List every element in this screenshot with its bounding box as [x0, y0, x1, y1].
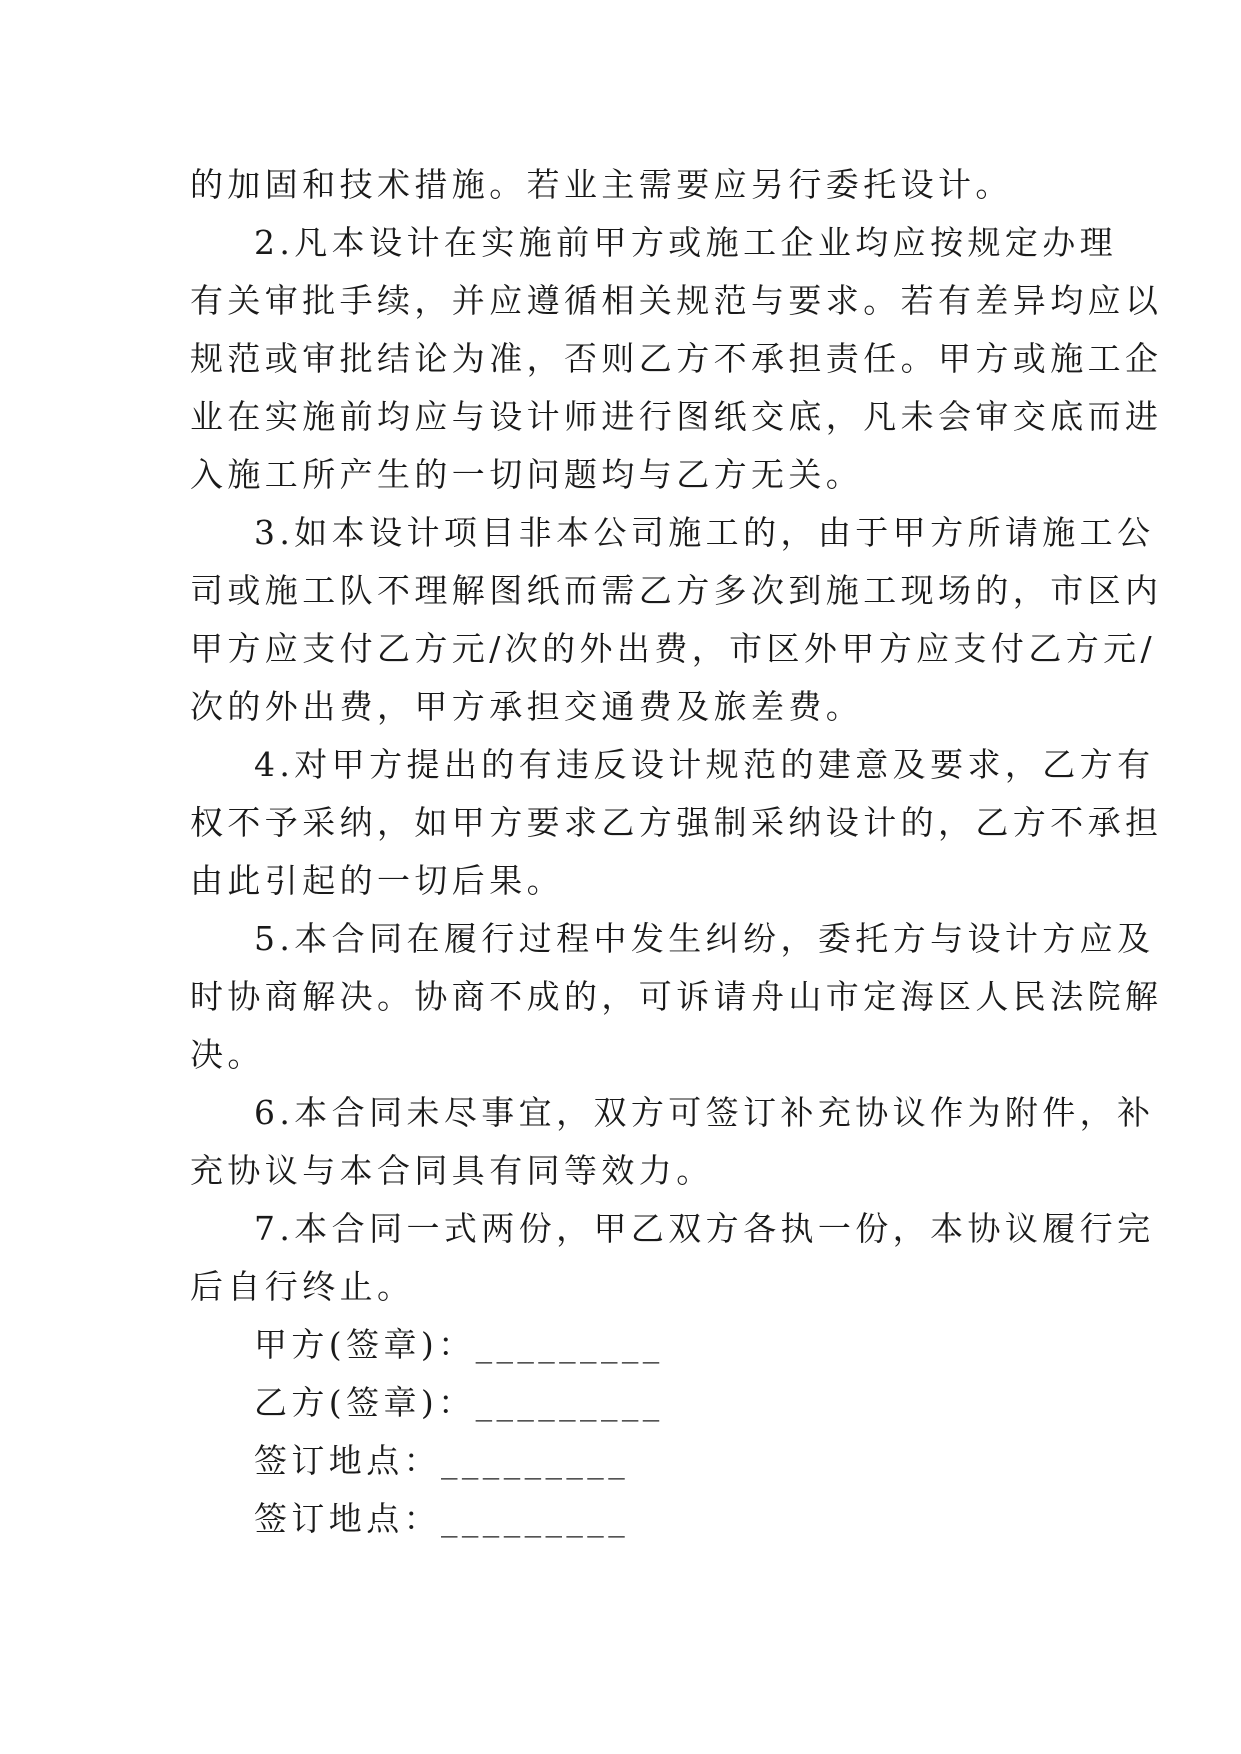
signing-location [190, 1490, 1050, 1548]
signature-party-a [190, 1316, 1050, 1374]
clause-7-line: 7.本合同一式两份，甲乙双方各执一份，本协议履行完 [254, 1209, 1155, 1248]
text-line: 由此引起的一切后果。 [190, 861, 564, 900]
clause-3-line: 3.如本设计项目非本公司施工的，由于甲方所请施工公 [254, 513, 1155, 552]
text-line: 有关审批手续，并应遵循相关规范与要求。若有差异均应以 [190, 281, 1163, 320]
text-line: 充协议与本合同具有同等效力。 [190, 1151, 714, 1190]
signature-blank: _________ [475, 1383, 664, 1422]
text-line: 业在实施前均应与设计师进行图纸交底，凡未会审交底而进 [190, 397, 1163, 436]
signature-blank: _________ [475, 1325, 664, 1364]
clause-2-line: 2.凡本设计在实施前甲方或施工企业均应按规定办理 [254, 223, 1118, 262]
signature-label: 签订地点： [254, 1499, 441, 1538]
text-line: 的加固和技术措施。若业主需要应另行委托设计。 [190, 165, 1013, 204]
clause-6-line: 6.本合同未尽事宜，双方可签订补充协议作为附件，补 [254, 1093, 1155, 1132]
document-body [190, 156, 1163, 1548]
clause-5-line: 5.本合同在履行过程中发生纠纷，委托方与设计方应及 [254, 919, 1155, 958]
signature-label: 签订地点： [254, 1441, 441, 1480]
text-line: 权不予采纳，如甲方要求乙方强制采纳设计的，乙方不承担 [190, 803, 1163, 842]
text-line: 次的外出费，甲方承担交通费及旅差费。 [190, 687, 864, 726]
clause-4-line: 4.对甲方提出的有违反设计规范的建意及要求，乙方有 [254, 745, 1155, 784]
signature-party-b [190, 1374, 1050, 1432]
text-line: 司或施工队不理解图纸而需乙方多次到施工现场的，市区内 [190, 571, 1163, 610]
text-line: 入施工所产生的一切问题均与乙方无关。 [190, 455, 864, 494]
signature-blank: _________ [441, 1441, 630, 1480]
text-line: 时协商解决。协商不成的，可诉请舟山市定海区人民法院解 [190, 977, 1163, 1016]
signature-blank: _________ [441, 1499, 630, 1538]
signing-location [190, 1432, 1050, 1490]
text-line: 决。 [190, 1035, 265, 1074]
text-line: 甲方应支付乙方元/次的外出费，市区外甲方应支付乙方元/ [190, 629, 1157, 668]
signature-label: 乙方(签章)： [254, 1383, 476, 1422]
text-line: 规范或审批结论为准，否则乙方不承担责任。甲方或施工企 [190, 339, 1163, 378]
signature-label: 甲方(签章)： [254, 1325, 476, 1364]
text-line: 后自行终止。 [190, 1267, 415, 1306]
